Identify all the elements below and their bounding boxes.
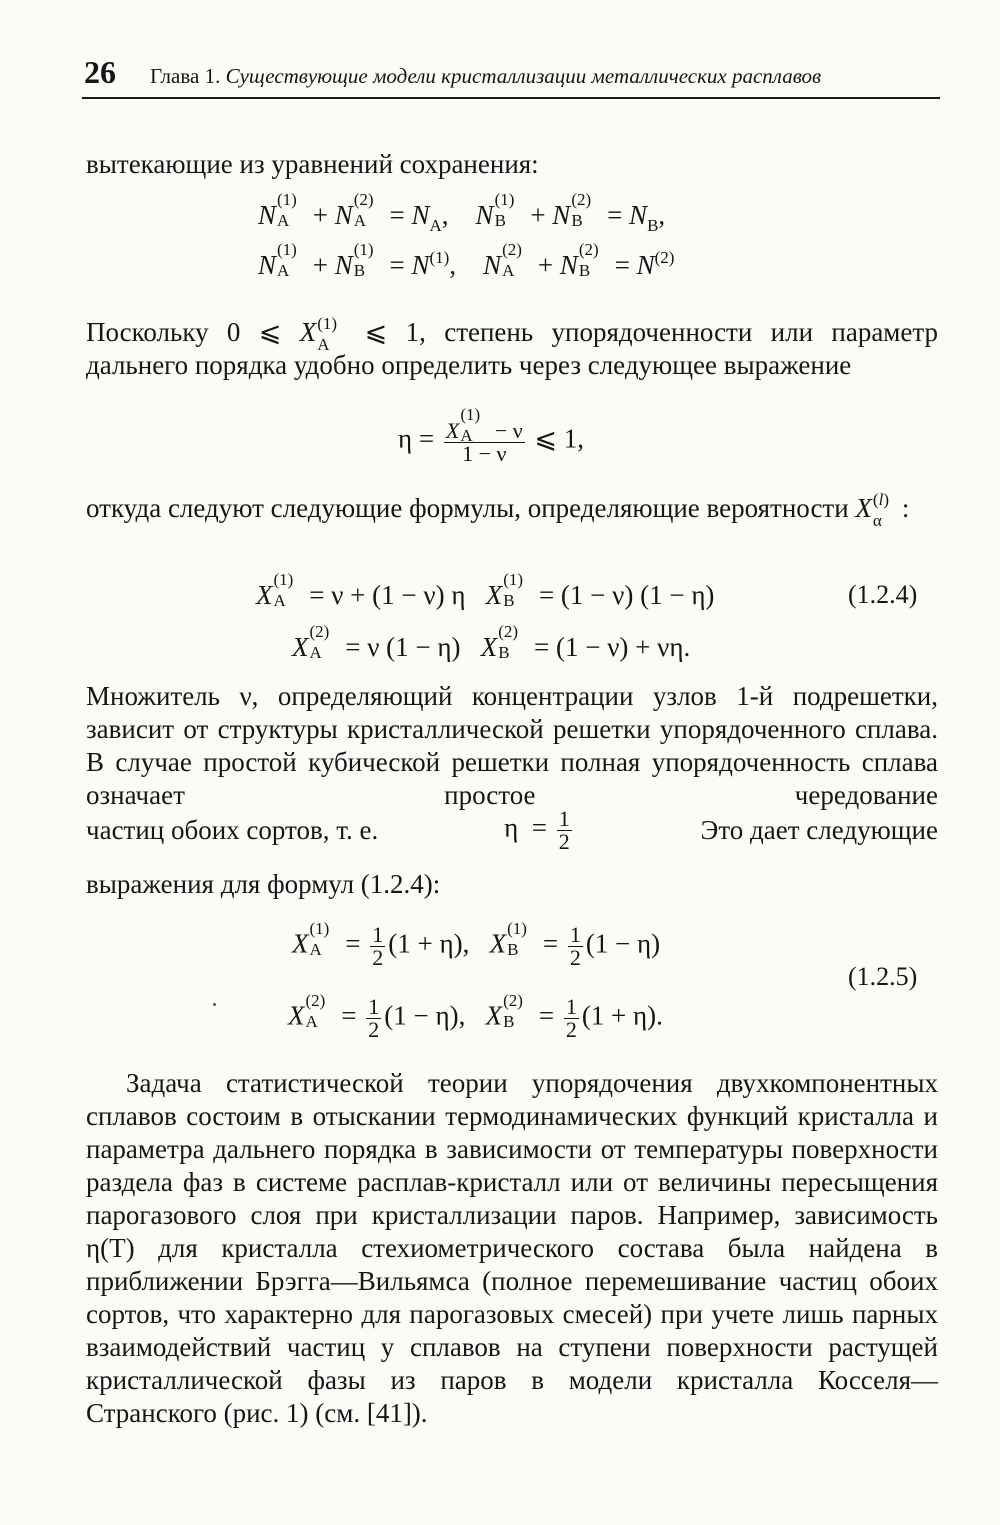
formula-1-2-4-line-2: X (2) A = ν (1 − η) X (2) B = (1 − ν) + νη. (292, 622, 691, 662)
equation-number-1-2-5: (1.2.5) (848, 962, 918, 991)
paragraph-5-start: частиц обоих сортов, т. е. (86, 815, 379, 845)
running-title (150, 64, 821, 89)
paragraph-7 (86, 1067, 938, 1430)
paragraph-2-end: , степень упорядоченности или параметр дальнего порядка удобно определить через следующее выражение (86, 317, 938, 380)
paragraph-6: выражения для формул (1.2.4): (86, 869, 441, 899)
formula-eta-definition: η = X (1) A − ν 1 − ν ⩽ 1, (398, 405, 585, 466)
formula-conservation-2: N (1) A + N (1) B = $N^{(1)}$, N (2) A + N (2) B = $N^{(2)}$ (258, 240, 675, 280)
paragraph-4: Множитель ν, определяющий концентрации узлов 1-й подрешетки, зависит от структуры кристаллической решетки упорядоченного сплава. В случае простой кубической решетки полная упорядоченность сплава означает простое чередование (86, 681, 938, 810)
page-number: 26 (84, 54, 116, 90)
eta-one-half: η = $\frac{1}{2}$ (504, 806, 570, 854)
paragraph-2-start: Поскольку (86, 317, 209, 347)
equation-number-1-2-4: (1.2.4) (848, 580, 918, 609)
paragraph-3: откуда следуют следующие формулы, определяющие вероятности X (l) α : (86, 490, 910, 530)
paragraph-5-line (86, 808, 938, 853)
paragraph-2: Поскольку 0 ⩽ X (1) A ⩽ 1, степень упорядоченности или параметр дальнего порядка удобно определить через следующее выражение (86, 314, 938, 380)
paragraph-1: вытекающие из уравнений сохранения: (86, 149, 539, 179)
formula-1-2-5-line-1: X (1) A = $\frac{1}{2}$ (1 + η), X (1) B = $\frac{1}{2}$ (1 − η) (292, 918, 661, 970)
formula-1-2-5-line-2: X (2) A = $\frac{1}{2}$ (1 − η), X (2) B = $\frac{1}{2}$ (1 + η). (288, 990, 663, 1042)
paragraph-7-text: Задача статистической теории упорядочения двухкомпонентных сплавов состоим в отыскании термодинамических функций кристалла и параметра дальнего порядка в зависимости от температуры поверхности раздела фаз в системе расплав-кристалл или от величины пересыщения парогазового слоя при кристаллизации паров. Например, зависимость η(T) для кристалла стехиометрического состава была найдена в приближении Брэгга—Вильямса (полное перемешивание частиц обоих сортов, что характерно для парогазовых смесей) при учете лишь парных взаимодействий частиц у сплавов на ступени поверхности растущей кристаллической фазы из паров в модели кристалла Косселя—Странского (рис. 1) (см. [41]). (86, 1068, 938, 1428)
chapter-title: Существующие модели кристаллизации металлических расплавов (225, 64, 822, 88)
print-speck (213, 1003, 216, 1006)
formula-1-2-4-line-1: X (1) A = ν + (1 − ν) η X (1) B = (1 − ν) (1 − η) (256, 570, 715, 610)
running-head (84, 52, 938, 100)
paragraph-5-end: Это дает следующие (700, 815, 938, 845)
chapter-label: Глава 1. (150, 64, 221, 88)
header-rule (82, 97, 940, 99)
formula-conservation-1: N (1) A + N (2) A = $N_A$, N (1) B + N (2) B = $N_B$, (258, 190, 666, 235)
paragraph-3-text: откуда следуют следующие формулы, определяющие вероятности (86, 493, 849, 523)
